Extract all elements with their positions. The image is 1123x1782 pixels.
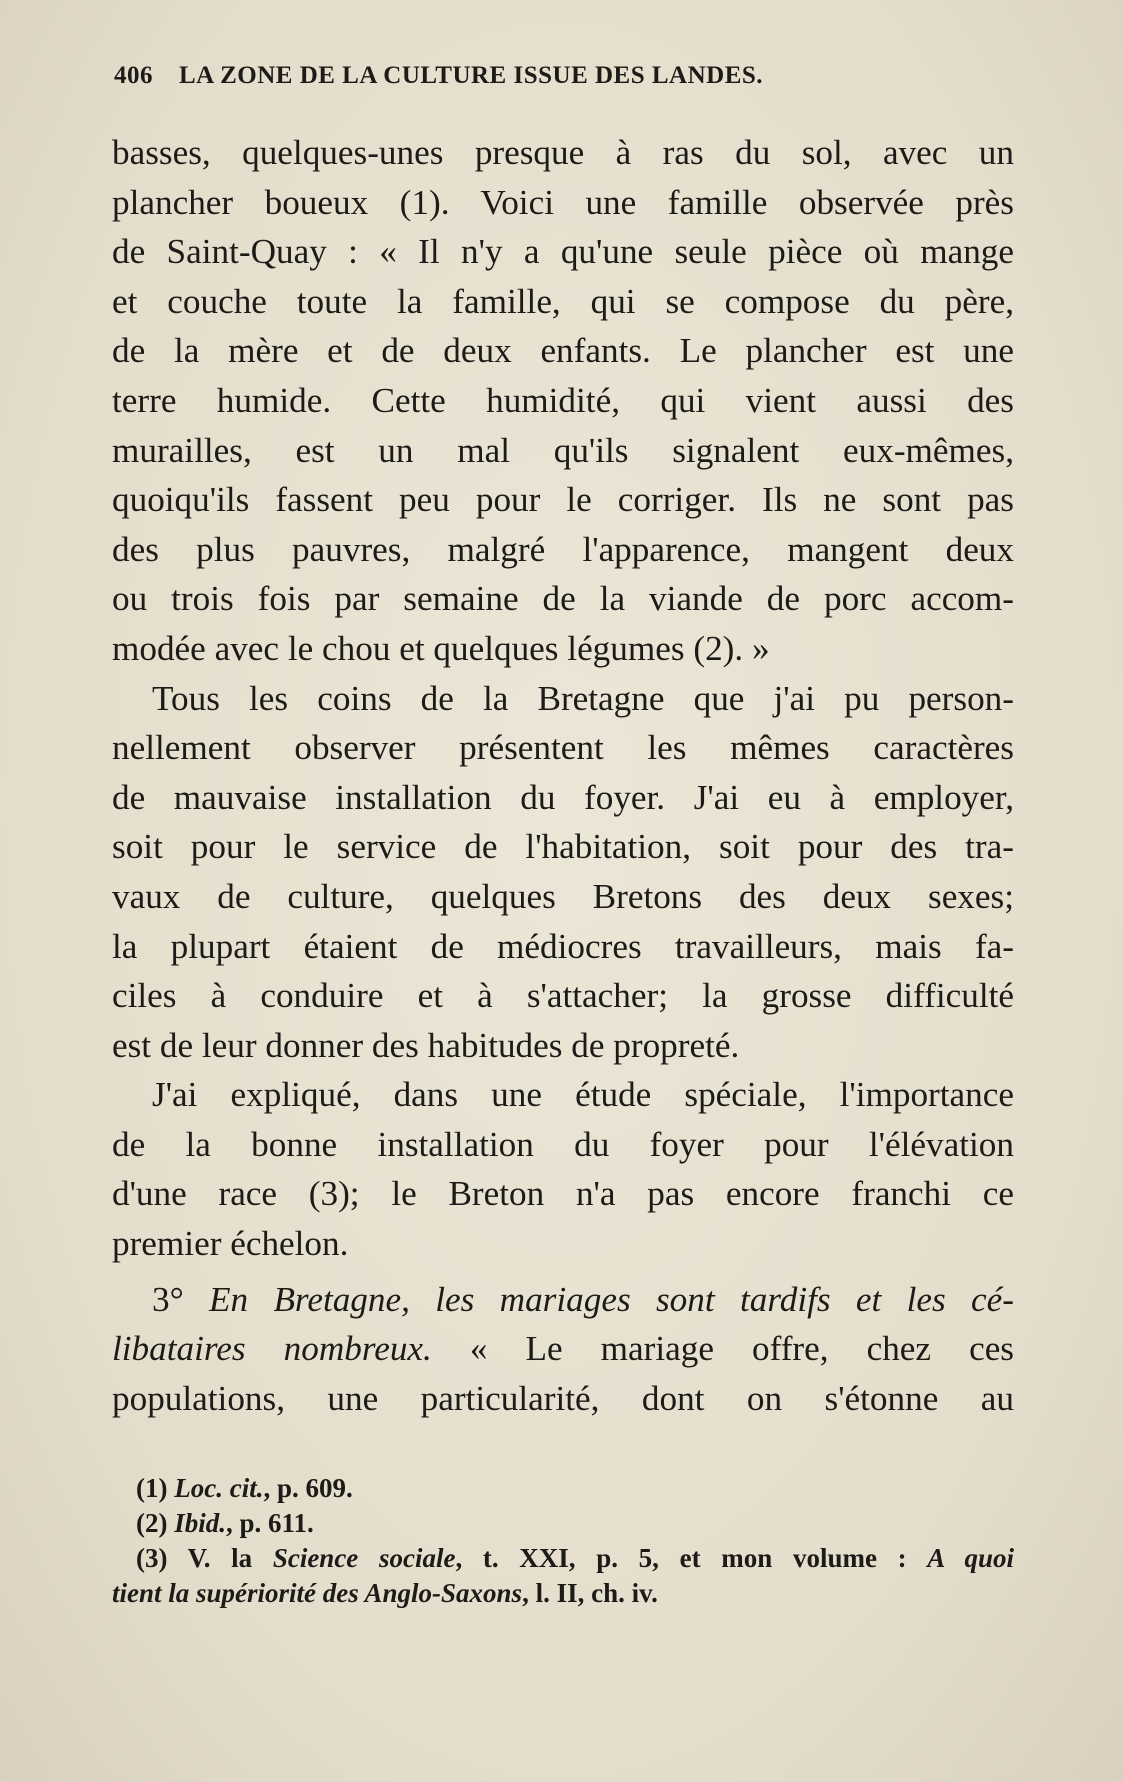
footnote-mark: (3) V. la (136, 1543, 273, 1573)
footnote-italic: Loc. cit. (174, 1473, 264, 1503)
text-line: plancher boueux (1). Voici une famille observée près (112, 182, 1014, 222)
footnote-mark: (1) (136, 1473, 175, 1503)
text-line: est de leur donner des habitudes de propreté. (112, 1025, 740, 1065)
footnote-1 (112, 1471, 1014, 1506)
footnote-text: , l. II, ch. iv. (522, 1578, 658, 1608)
text-line: la plupart étaient de médiocres travailleurs, mais fa- (112, 926, 1014, 966)
text-line: nellement observer présentent les mêmes caractères (112, 728, 1014, 768)
footnote-2 (112, 1506, 1014, 1541)
text-line: modée avec le chou et quelques légumes (2). » (112, 628, 770, 668)
text-line: de mauvaise installation du foyer. J'ai eu à employer, (112, 777, 1014, 817)
text-line: J'ai expliqué, dans une étude spéciale, l'importance (152, 1075, 1014, 1115)
text-line: ciles à conduire et à s'attacher; la grosse difficulté (112, 976, 1014, 1016)
section-title-cont: libataires nombreux. (112, 1329, 432, 1369)
text-line: premier échelon. (112, 1224, 349, 1264)
footnote-3-cont (112, 1576, 1014, 1611)
text-line: terre humide. Cette humidité, qui vient aussi des (112, 380, 1014, 420)
section-title: En Bretagne, les mariages sont tardifs et les cé- (209, 1279, 1015, 1319)
text-line: de la bonne installation du foyer pour l'élévation (112, 1124, 1014, 1164)
section-heading-line (112, 1275, 1014, 1325)
text-line (112, 1324, 1014, 1374)
footnote-text: , t. XXI, p. 5, et mon volume : (455, 1543, 928, 1573)
text-line: des plus pauvres, malgré l'apparence, mangent deux (112, 529, 1014, 569)
page-number: 406 (114, 62, 153, 89)
footnote-italic: tient la supériorité des Anglo-Saxons (112, 1578, 523, 1608)
running-title: LA ZONE DE LA CULTURE ISSUE DES LANDES. (179, 62, 764, 89)
text-line: ou trois fois par semaine de la viande de porc accom- (112, 579, 1014, 619)
text-line: et couche toute la famille, qui se compose du père, (112, 281, 1014, 321)
text-line: de Saint-Quay : « Il n'y a qu'une seule pièce où mange (112, 232, 1014, 272)
footnotes (112, 1471, 1014, 1611)
footnote-text: , p. 611. (226, 1508, 314, 1538)
footnote-3 (112, 1541, 1014, 1576)
text-line: vaux de culture, quelques Bretons des deux sexes; (112, 876, 1014, 916)
text-line: Tous les coins de la Bretagne que j'ai pu person- (152, 678, 1014, 718)
footnote-italic: A quoi (927, 1543, 1015, 1573)
text-line: de la mère et de deux enfants. Le plancher est une (112, 331, 1014, 371)
footnote-text: , p. 609. (263, 1473, 353, 1503)
text-span: « Le mariage offre, chez ces (431, 1329, 1015, 1369)
body-text (112, 128, 1014, 1423)
footnote-italic: Ibid. (174, 1508, 226, 1538)
running-header (114, 62, 934, 90)
footnote-mark: (2) (136, 1508, 175, 1538)
text-line: murailles, est un mal qu'ils signalent eux-mêmes, (112, 430, 1014, 470)
text-line: quoiqu'ils fassent peu pour le corriger. Ils ne sont pas (112, 480, 1014, 520)
text-line: populations, une particularité, dont on s'étonne au (112, 1378, 1014, 1418)
footnote-italic: Science sociale (272, 1543, 456, 1573)
text-line: d'une race (3); le Breton n'a pas encore franchi ce (112, 1174, 1014, 1214)
text-line: soit pour le service de l'habitation, soit pour des tra- (112, 827, 1014, 867)
section-number: 3° (152, 1279, 210, 1319)
text-line: basses, quelques-unes presque à ras du sol, avec un (112, 133, 1014, 172)
